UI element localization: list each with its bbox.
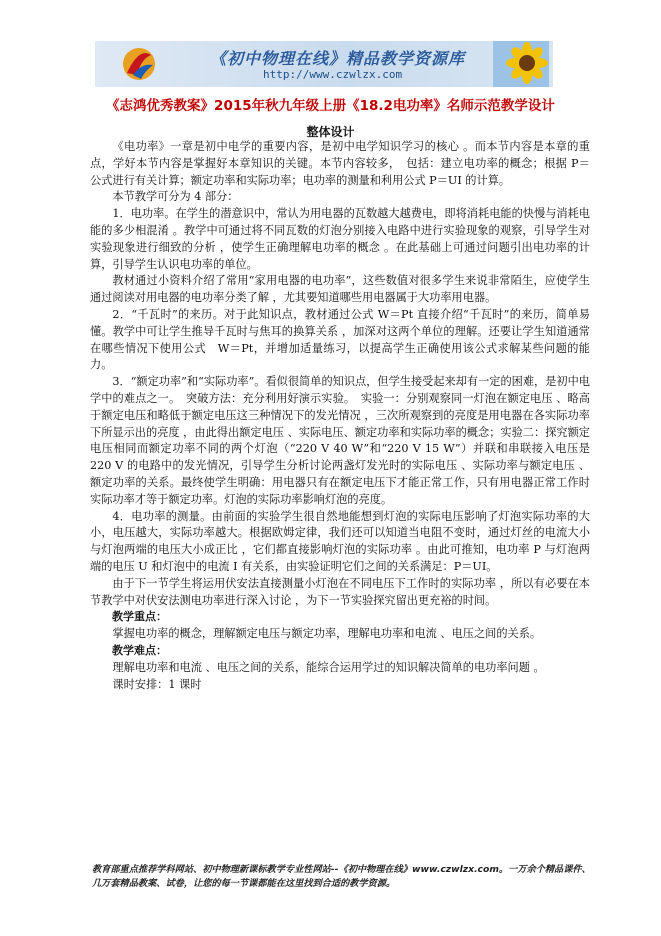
difficulties-heading: 教学难点： xyxy=(112,643,167,657)
key-points-heading: 教学重点： xyxy=(112,610,167,624)
section-title: 整体设计 xyxy=(306,125,355,139)
paragraph: 1．电功率。在学生的潜意识中，常认为用电器的瓦数越大越费电，即将消耗电能的快慢与消耗电能的多少相混淆 。教学中可通过将不同瓦数的灯泡分别接入电路中进行实验现象的观察，引导学生对实验现象进行细致的分析 ，使学生正确理解电功率的概念 。在此基础上可通过问题引出电功率的计算，引导学生认识电功率的单位。 xyxy=(90,207,590,271)
difficulties-text: 理解电功率和电流 、电压之间的关系，能综合运用学过的知识解决简单的电功率问题 。 xyxy=(112,660,545,674)
paragraph: 4．电功率的测量。由前面的实验学生很自然地能想到灯泡的实际电压影响了灯泡实际功率的大小，电压越大，实际功率越大。根据欧姆定律，我们还可以知道当电阻不变时，通过灯丝的电流大小与灯泡两端的电压大小成正比 ，它们都直接影响灯泡的实际功率 。由此可推知，电功率 P 与灯泡两端的电压 U 和灯泡中的电流 I 有关系，由实验证明它们之间的关系满足：P＝UI。 xyxy=(90,509,590,573)
paragraph: 教材通过小资料介绍了常用“家用电器的电功率”，这些数值对很多学生来说非常陌生，应使学生通过阅读对用电器的电功率分类了解 ，尤其要知道哪些用电器属于大功率用电器。 xyxy=(90,274,590,305)
schedule-text: 课时安排：1 课时 xyxy=(112,677,202,691)
banner-url: http://www.czwlzx.com xyxy=(263,68,403,81)
document-body xyxy=(90,139,602,693)
paragraph: 《电功率》一章是初中电学的重要内容，是初中电学知识学习的核心 。而本节内容是本章的重点，学好本节内容是掌握好本章知识的关键。本节内容较多， 包括：建立电功率的概念；根据 P＝ 公式进行有关计算；额定功率和实际功率；电功率的测量和利用公式 P＝UI 的计算。 xyxy=(90,140,602,187)
paragraph: 3．“额定功率”和“实际功率”。看似很简单的知识点，但学生接受起来却有一定的困难，是初中电学中的难点之一。 突破方法：充分利用好演示实验。 实验一：分别观察同一灯泡在额定电压 、略高于额定电压和略低于额定电压这三种情况下的发光情况 ，三次所观察到的亮度是用电器在各实际功率下所显示出的亮度 ，由此得出额定电压 、实际电压、额定功率和实际功率的概念；实验二：探究额定电压相同而额定功率不同的两个灯泡（“220 V 40 W”和“220 V 15 W”）并联和串联接入电压是 220 V 的电路中的发光情况，引导学生分析讨论两盏灯发光时的实际电压 、实际功率与额定电压 、额定功率的关系。最终使学生明确：用电器只有在额定电压下才能正常工作，只有用电器正常工作时实际功率才等于额定功率。灯泡的实际功率影响灯泡的亮度。 xyxy=(90,375,590,506)
document-title: 《志鸿优秀教案》2015年秋九年级上册《18.2电功率》名师示范教学设计 xyxy=(106,98,555,114)
key-points-text: 掌握电功率的概念，理解额定电压与额定功率，理解电功率和电流 、电压之间的关系。 xyxy=(112,627,542,641)
header-banner xyxy=(95,41,553,87)
site-logo-icon xyxy=(119,45,159,83)
banner-title: 《初中物理在线》精品教学资源库 xyxy=(210,49,466,68)
paragraph: 由于下一节学生将运用伏安法直接测量小灯泡在不同电压下工作时的实际功率 ，所以有必要在本节教学中对伏安法测电功率进行深入讨论 ，为下一节实验探究留出更充裕的时间。 xyxy=(90,576,590,607)
paragraph: 2．“千瓦时”的来历。对于此知识点，教材通过公式 W＝Pt 直接介绍“千瓦时”的来历，简单易懂。教学中可让学生推导千瓦时与焦耳的换算关系 ，加深对这两个单位的理解。还要让学生知道通常在哪些情况下使用公式 W＝Pt，并增加适量练习，以提高学生正确使用该公式求解某些问题的能力。 xyxy=(90,307,590,372)
paragraph: 本节教学可分为 4 部分： xyxy=(112,190,239,204)
sunflower-icon xyxy=(493,41,549,87)
page-footer: 教育部重点推荐学科网站、初中物理新课标教学专业性网站--《初中物理在线》www.czwlzx.com。一万余个精品课件、几万套精品教案、试卷，让您的每一节课都能在这里找到合适的教学资源。 xyxy=(92,864,591,889)
